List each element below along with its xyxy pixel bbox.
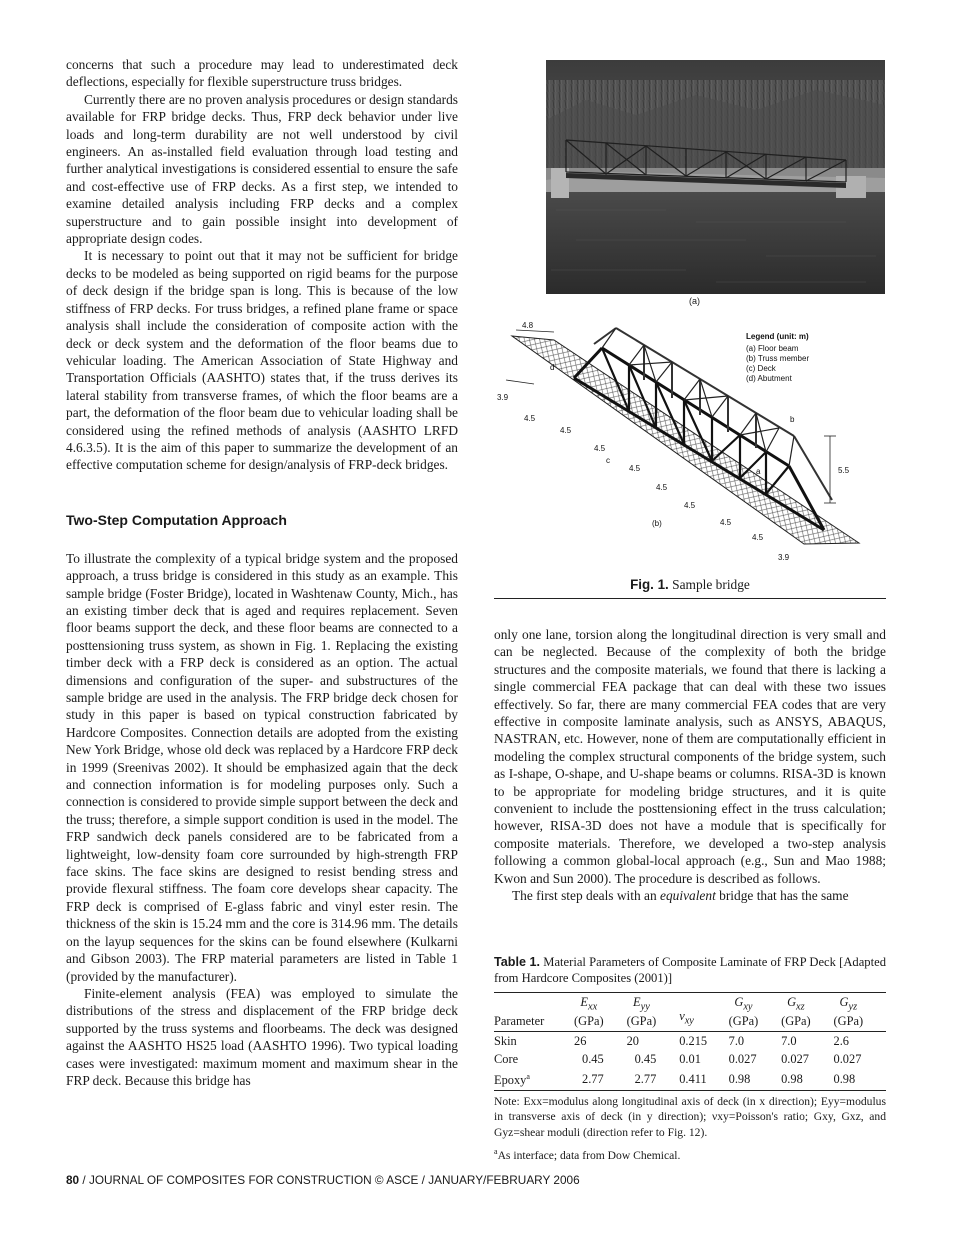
- label-abutment: d: [550, 363, 555, 372]
- dim-bay: 4.5: [720, 518, 732, 527]
- table-header-row: [494, 993, 886, 1032]
- table-cell: 0.027: [728, 1052, 757, 1067]
- table-cell: 0.411: [679, 1072, 707, 1087]
- dim-bay: 4.5: [560, 426, 572, 435]
- table-header: $G_{yz}$ (GPa): [833, 995, 864, 1029]
- paragraph: To illustrate the complexity of a typical bridge system and the proposed approach, a truss bridge is considered in this study as an example. This sample bridge (Foster Bridge), located in Washtenaw County, Mich., has an existing timber deck that is aged and requires replacement. Seven floor beams support the deck, and these floor beams are connected to a posttensioning truss system, as shown in Fig. 1. Replacing the existing timber deck with a FRP deck is considered as an option. The actual dimensions and configuration of the super- and substructures of the sample bridge are used in the analysis. The FRP bridge deck chosen for study in this paper is based on typical construction fabricated by Hardcore Composites. Connection details are adopted from the existing New York Bridge, whose old deck was replaced by a Hardcore FRP deck in 1999 (Sreenivas 2002). It should be emphasized again that the deck and connection information is for modeling purposes only. Such a connection is considered to provide simple support between the deck and the truss; therefore, a simple support condition is used in the model. The FRP sandwich deck panels considered are to be fabricated from a lightweight, low-density foam core surrounded by high-strength FRP face skins. The face skins are designed to resist bending stress and provide flexural stiffness. The foam core develops shear capacity. The FRP deck is comprised of E-glass fabric and vinyl ester resin. The thickness of the skin is 15.24 mm and the core is 314.96 mm. The details on the layup sequences for the skins can be found elsewhere (Kulkarni and Gibson 2003). The FRP material parameters are listed in Table 1 (provided by the manufacturer).: [66, 550, 458, 984]
- table-cell: 2.77: [582, 1072, 604, 1087]
- table-row: [494, 1050, 886, 1068]
- legend-item: (c) Deck: [746, 364, 776, 373]
- figure-caption: [494, 577, 886, 593]
- legend-item: (a) Floor beam: [746, 344, 799, 353]
- table-cell: 26: [574, 1034, 587, 1049]
- legend-item: (d) Abutment: [746, 374, 792, 383]
- paragraph: Finite-element analysis (FEA) was employed to simulate the distributions of the stress and displacement of the FRP bridge deck supported by the truss systems and floorbeams. The deck was designed against the AASHTO HS25 load (AASHTO 1996). Two typical loading cases were investigated: maximum moment and maximum shear in the FRP deck. Because this bridge has: [66, 985, 458, 1088]
- table-cell: 0.45: [582, 1052, 604, 1067]
- table-cell: 0.98: [728, 1072, 751, 1087]
- table-cell: 0.215: [679, 1034, 708, 1049]
- table-cell: 7.0: [728, 1034, 745, 1049]
- dim-bay: 4.5: [594, 444, 606, 453]
- paragraph: It is necessary to point out that it may not be sufficient for bridge decks to be modeled as being supported on rigid beams for the purpose of deck design if the bridge span is long. This is because of the low stiffness of FRP decks. For truss bridges, a refined plane frame or space analysis shall include the consideration of composite action with the deck or deck system and the deformation of the floor beams due to vehicular loading. The American Association of State Highway and Transportation Officials (AASHTO) states that, if the truss derives its lateral stability from transverse frames, of which the floor beams are a part, the deformation of the floor beam due to vehicular loading shall be considered using the refined methods of analysis (AASHTO LRFD 4.6.3.5). It is the aim of this paper to summarize the development of an effective computation scheme for design/analysis of FRP-deck bridges.: [66, 248, 458, 473]
- page-number: 80: [66, 1173, 80, 1187]
- table-header: Parameter: [494, 1014, 545, 1029]
- dim-bay: 4.5: [656, 483, 668, 492]
- table-cell: 0.98: [781, 1072, 803, 1087]
- table-cell: 0.027: [833, 1052, 862, 1067]
- paragraph: concerns that such a procedure may lead to underestimated deck deflections, especially for flexible superstructure truss bridges.: [66, 57, 458, 90]
- left-column: [66, 56, 458, 1089]
- paragraph-text: bridge that has the same: [715, 888, 849, 904]
- dim-bay: 4.5: [752, 533, 764, 542]
- label-floor-beam: a: [756, 467, 761, 476]
- table-cell: 2.6: [833, 1034, 850, 1049]
- journal-line: / JOURNAL OF COMPOSITES FOR CONSTRUCTION © ASCE / JANUARY/FEBRUARY 2006: [79, 1173, 580, 1187]
- caption-rule: [494, 598, 886, 599]
- paragraph: only one lane, torsion along the longitudinal direction is very small and can be neglected. Because of the complexity of both the bridge structures and the composite materials, we found that there is lacking a single commercial FEA package that can deal with these two issues effectively. So far, there are many commercial FEA codes that are very effective in composite laminate analysis, such as ANSYS, ABAQUS, NASTRAN, etc. However, none of them are computationally efficient in modeling the complex structural components of the bridge system, such as I-shape, O-shape, and U-shape beams or columns. RISA-3D is known to be appropriate for modeling bridge structures, and it is quite convenient to include the posttensioning effect in the truss calculation; however, RISA-3D does not have a module that is specifically for composite materials. Therefore, we developed a two-step analysis following a common global-local approach (e.g., Sun and Mao 1988; Kwon and Sun 2000). The procedure is described as follows.: [494, 627, 886, 886]
- table-header: $G_{xz}$ (GPa): [781, 995, 811, 1029]
- figure-caption-label: Fig. 1.: [630, 577, 669, 592]
- page-footer: [66, 1173, 580, 1187]
- table-cell: 7.0: [781, 1034, 797, 1049]
- table-cell: Core: [494, 1052, 519, 1067]
- label-truss-member: b: [790, 415, 795, 424]
- figure-caption-text: Sample bridge: [672, 577, 750, 592]
- table-header: $G_{xy}$ (GPa): [728, 995, 759, 1029]
- table-cell: Skin: [494, 1034, 517, 1049]
- dim-height: 5.5: [838, 466, 850, 475]
- figure-panel-a-label: (a): [689, 296, 700, 306]
- dim-bay: 4.5: [629, 464, 641, 473]
- legend-item: (b) Truss member: [746, 354, 810, 363]
- material-table: [494, 992, 886, 1091]
- dim-width: 4.8: [522, 321, 534, 330]
- table-note: Note: Exx=modulus along longitudinal axis of deck (in x direction); Eyy=modulus in transverse axis of deck (in y direction); νxy=Poisson's ratio; Gxy, Gxz, and Gyz=shear moduli (direction refer to Fig. 12).: [494, 1094, 886, 1140]
- table-footnote: $^a$As interface; data from Dow Chemical.: [494, 1146, 681, 1162]
- table-1: [494, 954, 886, 1164]
- section-heading: Two-Step Computation Approach: [66, 511, 287, 528]
- table-header: $E_{xx}$ (GPa): [574, 995, 604, 1029]
- dim-bay: 4.5: [684, 501, 696, 510]
- table-header: $\nu_{xy}$: [679, 1009, 694, 1027]
- dim-end-span: 3.9: [497, 393, 509, 402]
- table-cell: 0.01: [679, 1052, 701, 1067]
- paragraph: Currently there are no proven analysis procedures or design standards available for FRP bridge decks. Thus, FRP deck behavior under live loads and long-term durability are not well understood by civil engineers. An as-installed field evaluation through load testing and further analytical investigations is considered essential to ensure the safe and cost-effective use of FRP decks. As a first step, we intended to examine detailed analysis including FRP decks and a complex superstructure and to gain possible insight into development of appropriate design codes.: [66, 91, 458, 247]
- paragraph: [494, 887, 886, 904]
- table-cell: 0.98: [833, 1072, 856, 1087]
- table-title: Material Parameters of Composite Laminate of FRP Deck [Adapted from Hardcore Composites (2001)]: [494, 955, 886, 985]
- paragraph-text: The first step deals with an: [512, 888, 661, 904]
- table-cell: 0.45: [634, 1052, 657, 1067]
- bridge-photo-image: [546, 60, 885, 294]
- truss-diagram: [494, 318, 886, 563]
- table-label: Table 1.: [494, 955, 541, 969]
- emphasis-text: equivalent: [660, 888, 716, 904]
- table-caption: [494, 954, 886, 986]
- label-deck: c: [606, 456, 610, 465]
- dim-bay: 4.5: [524, 414, 536, 423]
- table-cell: 2.77: [634, 1072, 657, 1087]
- dim-end-span-right: 3.9: [778, 553, 790, 562]
- table-cell: 20: [626, 1034, 639, 1049]
- table-cell: 0.027: [781, 1052, 809, 1067]
- right-column: [494, 626, 886, 905]
- table-row: [494, 1032, 886, 1051]
- table-row: [494, 1068, 886, 1090]
- bridge-photo: [546, 60, 885, 294]
- table-header: $E_{yy}$ (GPa): [626, 995, 657, 1029]
- legend-title: Legend (unit: m): [746, 332, 809, 341]
- figure-panel-b-label: (b): [652, 519, 662, 528]
- table-cell: Epoxy$^a$: [494, 1072, 530, 1088]
- deck-shape: [512, 336, 859, 544]
